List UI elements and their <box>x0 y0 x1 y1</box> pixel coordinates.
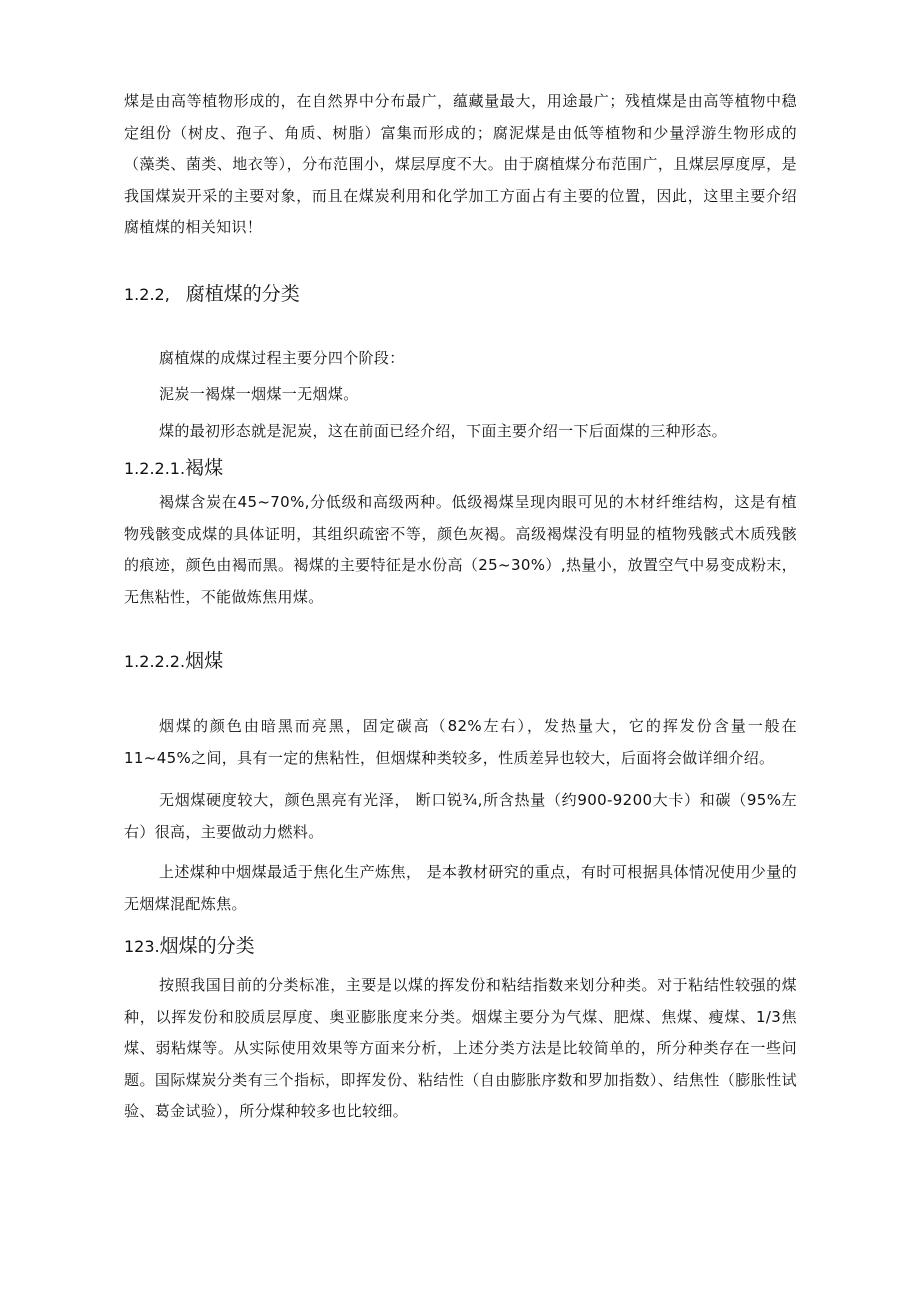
paragraph-lignite: 褐煤含炭在45~70%,分低级和高级两种。低级褐煤呈现肉眼可见的木材纤维结构，这是有植物残骸变成煤的具体证明，其组织疏密不等，颜色灰褐。高级褐煤没有明显的植物残骸式木质残骸的痕迹，颜色由褐而黑。褐煤的主要特征是水份高（25~30%）,热量小，放置空气中易变成粉末，无焦粘性，不能做炼焦用煤。 <box>124 493 797 606</box>
section-number: 123. <box>124 937 160 956</box>
section-title: 烟煤的分类 <box>159 935 255 957</box>
section-number: 1.2.2.2. <box>124 652 186 671</box>
section-title: 腐植煤的分类 <box>185 283 300 305</box>
paragraph-bituminous: 烟煤的颜色由暗黑而亮黑，固定碳高（82%左右），发热量大，它的挥发份含量一般在11~45%之间，具有一定的焦粘性，但烟煤种类较多，性质差异也较大，后面将会做详细介绍。 <box>124 717 797 767</box>
section-heading-1-2-2-1 <box>124 454 223 483</box>
paragraph-peat-note: 煤的最初形态就是泥炭，这在前面已经介绍，下面主要介绍一下后面煤的三种形态。 <box>159 422 727 440</box>
paragraph-anthracite: 无烟煤硬度较大，颜色黑亮有光泽， 断口锐¾,所含热量（约900-9200大卡）和碳（95%左右）很高，主要做动力燃料。 <box>124 791 797 841</box>
section-title: 褐煤 <box>185 457 224 479</box>
section-heading-1-2-3 <box>124 932 255 961</box>
paragraph-stages-intro: 腐植煤的成煤过程主要分四个阶段： <box>159 349 405 367</box>
section-heading-1-2-2 <box>124 280 300 309</box>
intro-paragraph: 煤是由高等植物形成的，在自然界中分布最广，蕴藏量最大，用途最广；残植煤是由高等植物中稳定组份（树皮、孢子、角质、树脂）富集而形成的；腐泥煤是由低等植物和少量浮游生物形成的（藻类、菌类、地衣等），分布范围小，煤层厚度不大。由于腐植煤分布范围广，且煤层厚度厚，是我国煤炭开采的主要对象，而且在煤炭利用和化学加工方面占有主要的位置，因此，这里主要介绍腐植煤的相关知识！ <box>124 92 797 236</box>
section-number: 1.2.2, <box>124 285 170 304</box>
section-heading-1-2-2-2 <box>124 647 223 676</box>
section-number: 1.2.2.1. <box>124 459 186 478</box>
paragraph-coking-focus: 上述煤种中烟煤最适于焦化生产炼焦， 是本教材研究的重点，有时可根据具体情况使用少量的无烟煤混配炼焦。 <box>124 863 797 913</box>
paragraph-classification: 按照我国目前的分类标准，主要是以煤的挥发份和粘结指数来划分种类。对于粘结性较强的煤种，以挥发份和胶质层厚度、奥亚膨胀度来分类。烟煤主要分为气煤、肥煤、焦煤、瘦煤、1/3焦煤、弱粘煤等。从实际使用效果等方面来分析，上述分类方法是比较简单的，所分种类存在一些问题。国际煤炭分类有三个指标，即挥发份、粘结性（自由膨胀序数和罗加指数）、结焦性（膨胀性试验、葛金试验），所分煤种较多也比较细。 <box>124 976 797 1120</box>
section-title: 烟煤 <box>185 650 224 672</box>
paragraph-stages-sequence: 泥炭一褐煤一烟煤一无烟煤。 <box>159 385 359 403</box>
